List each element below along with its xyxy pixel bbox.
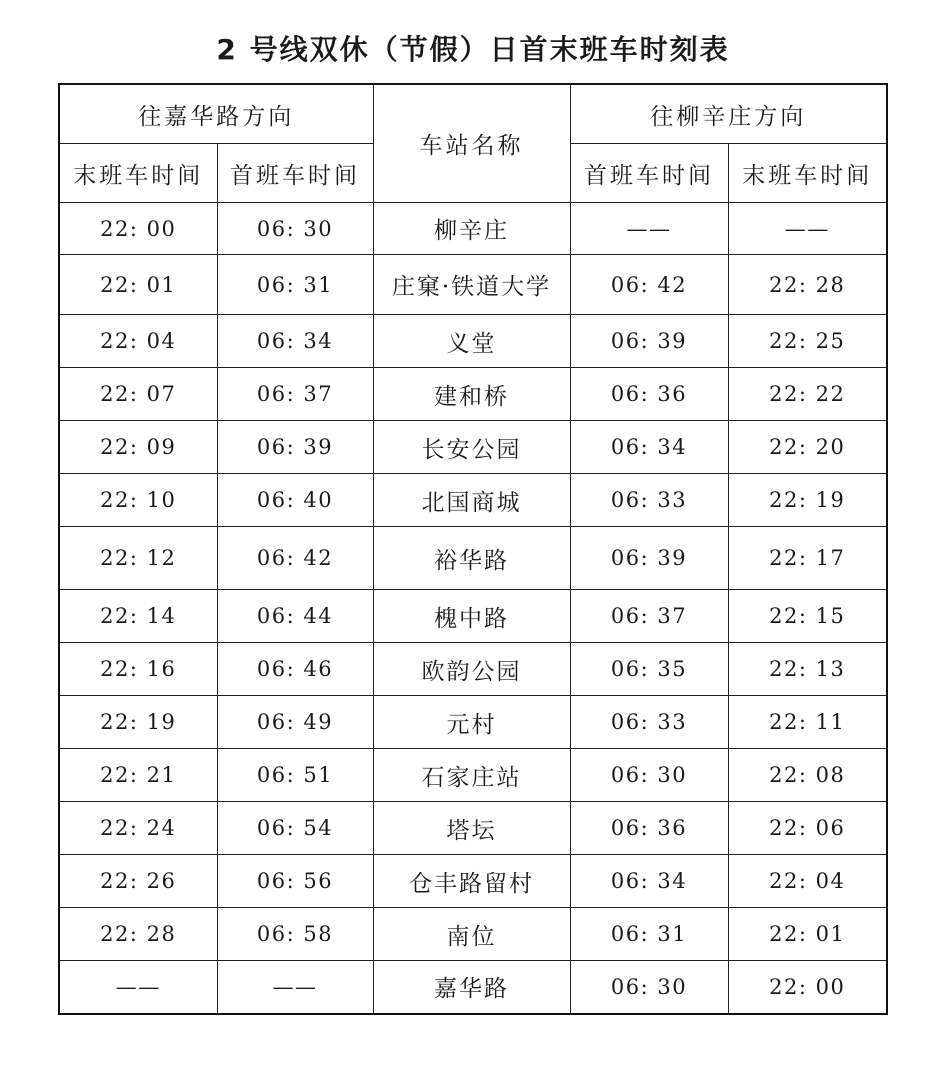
liuxinzhuang-last-train-time: 22: 19 [728,474,887,527]
jiahualu-first-train-time: 06: 54 [217,802,373,855]
jiahualu-first-train-time: 06: 31 [217,255,373,315]
jiahualu-last-train-time: 22: 21 [59,749,217,802]
header-row-direction [59,84,887,144]
liuxinzhuang-first-train-time: 06: 36 [570,802,728,855]
jiahualu-last-train-time: —— [59,961,217,1014]
station-name: 北国商城 [373,474,570,527]
table-row [59,590,887,643]
table-row [59,696,887,749]
table-row [59,643,887,696]
station-name: 南位 [373,908,570,961]
liuxinzhuang-first-train-time: 06: 30 [570,749,728,802]
liuxinzhuang-last-train-time: 22: 11 [728,696,887,749]
jiahualu-last-train-time: 22: 00 [59,203,217,255]
jiahualu-last-train-time: 22: 12 [59,527,217,590]
direction-header-liuxinzhuang: 往柳辛庄方向 [570,84,887,144]
jiahualu-first-train-time: 06: 34 [217,315,373,368]
timetable [58,83,888,1015]
table-row [59,527,887,590]
jiahualu-last-train-time: 22: 14 [59,590,217,643]
station-name: 石家庄站 [373,749,570,802]
station-name: 元村 [373,696,570,749]
liuxinzhuang-last-train-time: 22: 15 [728,590,887,643]
jiahualu-last-train-time: 22: 24 [59,802,217,855]
station-name: 裕华路 [373,527,570,590]
liuxinzhuang-last-train-time: 22: 20 [728,421,887,474]
table-row [59,315,887,368]
liuxinzhuang-first-train-time: —— [570,203,728,255]
liuxinzhuang-first-train-header: 首班车时间 [570,144,728,203]
jiahualu-first-train-time: —— [217,961,373,1014]
station-name: 长安公园 [373,421,570,474]
jiahualu-last-train-time: 22: 16 [59,643,217,696]
liuxinzhuang-last-train-time: 22: 13 [728,643,887,696]
jiahualu-last-train-time: 22: 28 [59,908,217,961]
jiahualu-first-train-time: 06: 37 [217,368,373,421]
table-row [59,255,887,315]
station-name: 庄窠·铁道大学 [373,255,570,315]
timetable-body [59,203,887,1014]
table-row [59,855,887,908]
station-name: 柳辛庄 [373,203,570,255]
liuxinzhuang-last-train-time: 22: 22 [728,368,887,421]
station-name: 塔坛 [373,802,570,855]
station-name: 建和桥 [373,368,570,421]
liuxinzhuang-first-train-time: 06: 39 [570,315,728,368]
direction-header-jiahualu: 往嘉华路方向 [59,84,373,144]
liuxinzhuang-last-train-time: 22: 25 [728,315,887,368]
liuxinzhuang-last-train-time: 22: 00 [728,961,887,1014]
jiahualu-last-train-time: 22: 19 [59,696,217,749]
jiahualu-last-train-header: 末班车时间 [59,144,217,203]
jiahualu-last-train-time: 22: 07 [59,368,217,421]
liuxinzhuang-last-train-time: 22: 08 [728,749,887,802]
liuxinzhuang-last-train-time: —— [728,203,887,255]
jiahualu-first-train-time: 06: 51 [217,749,373,802]
jiahualu-first-train-time: 06: 42 [217,527,373,590]
jiahualu-first-train-time: 06: 56 [217,855,373,908]
liuxinzhuang-first-train-time: 06: 36 [570,368,728,421]
table-row [59,802,887,855]
table-row [59,474,887,527]
jiahualu-first-train-time: 06: 46 [217,643,373,696]
liuxinzhuang-first-train-time: 06: 30 [570,961,728,1014]
table-row [59,749,887,802]
jiahualu-last-train-time: 22: 10 [59,474,217,527]
liuxinzhuang-first-train-time: 06: 31 [570,908,728,961]
liuxinzhuang-last-train-time: 22: 04 [728,855,887,908]
jiahualu-first-train-time: 06: 40 [217,474,373,527]
table-row [59,368,887,421]
jiahualu-first-train-time: 06: 39 [217,421,373,474]
jiahualu-first-train-header: 首班车时间 [217,144,373,203]
jiahualu-last-train-time: 22: 04 [59,315,217,368]
jiahualu-last-train-time: 22: 09 [59,421,217,474]
liuxinzhuang-first-train-time: 06: 34 [570,421,728,474]
station-name: 槐中路 [373,590,570,643]
jiahualu-last-train-time: 22: 26 [59,855,217,908]
jiahualu-first-train-time: 06: 30 [217,203,373,255]
table-row [59,908,887,961]
jiahualu-first-train-time: 06: 58 [217,908,373,961]
table-row [59,421,887,474]
liuxinzhuang-last-train-header: 末班车时间 [728,144,887,203]
liuxinzhuang-first-train-time: 06: 39 [570,527,728,590]
liuxinzhuang-first-train-time: 06: 33 [570,474,728,527]
liuxinzhuang-first-train-time: 06: 33 [570,696,728,749]
jiahualu-first-train-time: 06: 49 [217,696,373,749]
station-name-header: 车站名称 [373,84,570,203]
station-name: 仓丰路留村 [373,855,570,908]
jiahualu-first-train-time: 06: 44 [217,590,373,643]
station-name: 嘉华路 [373,961,570,1014]
liuxinzhuang-first-train-time: 06: 42 [570,255,728,315]
station-name: 欧韵公园 [373,643,570,696]
table-row [59,961,887,1014]
liuxinzhuang-last-train-time: 22: 17 [728,527,887,590]
liuxinzhuang-last-train-time: 22: 28 [728,255,887,315]
jiahualu-last-train-time: 22: 01 [59,255,217,315]
page-title: 2 号线双休（节假）日首末班车时刻表 [216,33,730,66]
liuxinzhuang-last-train-time: 22: 06 [728,802,887,855]
liuxinzhuang-last-train-time: 22: 01 [728,908,887,961]
station-name: 义堂 [373,315,570,368]
liuxinzhuang-first-train-time: 06: 37 [570,590,728,643]
liuxinzhuang-first-train-time: 06: 35 [570,643,728,696]
table-row [59,203,887,255]
liuxinzhuang-first-train-time: 06: 34 [570,855,728,908]
